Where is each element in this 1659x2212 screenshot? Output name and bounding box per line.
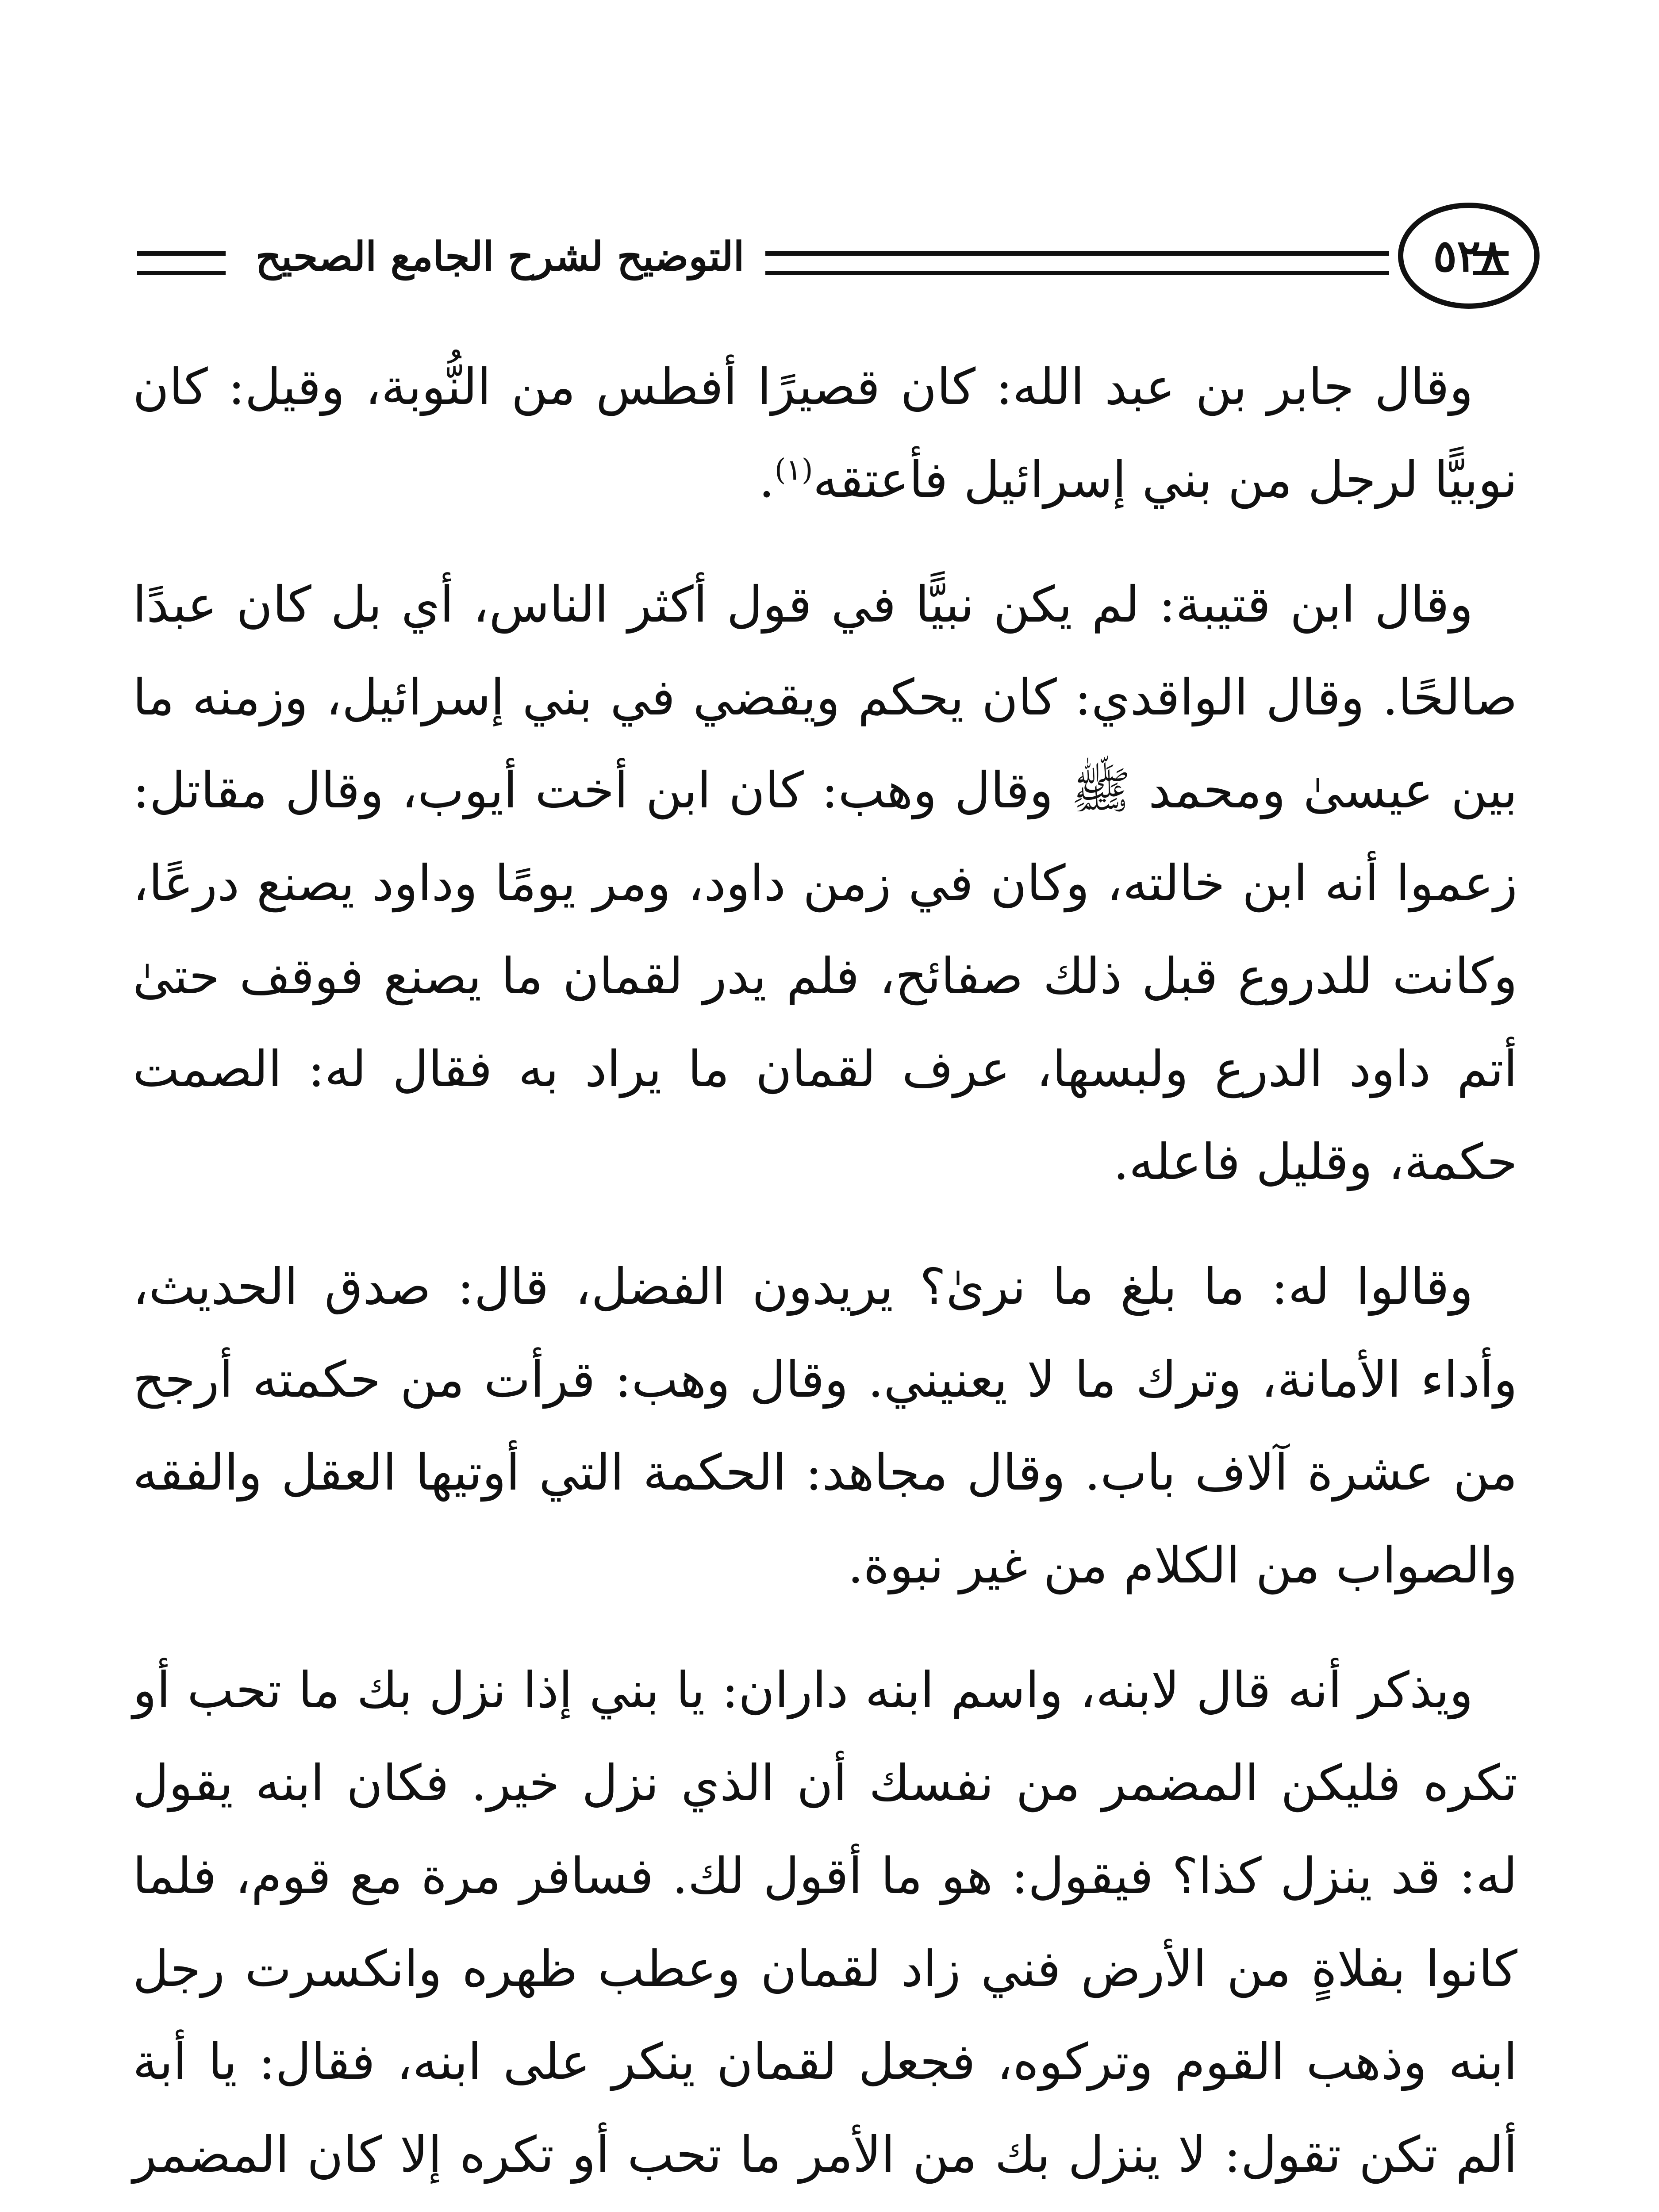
paragraph-tail: .	[759, 451, 775, 509]
header-rule-right	[1473, 251, 1509, 275]
header-rule-middle	[765, 251, 1389, 275]
paragraph-2: وقال ابن قتيبة: لم يكن نبيًّا في قول أكثر الناس، أي بل كان عبدًا صالحًا. وقال الواقدي: كان يحكم ويقضي في بني إسرائيل، وزمنه ما بين عيسىٰ ومحمد ﷺ وقال وهب: كان ابن أخت أيوب، وقال مقاتل: زعموا أنه ابن خالته، وكان في زمن داود، ومر يومًا وداود يصنع درعًا، وكانت للدروع قبل ذلك صفائح، فلم يدر لقمان ما يصنع فوقف حتىٰ أتم داود الدرع ولبسها، عرف لقمان ما يراد به فقال له: الصمت حكمة، وقليل فاعله.	[133, 576, 1518, 1191]
paragraph-text: وقال جابر بن عبد الله: كان قصيرًا أفطس من النُّوبة، وقيل: كان نوبيًّا لرجل من بني إسرائيل فأعتقه	[133, 358, 1517, 509]
paragraph-3: وقالوا له: ما بلغ ما نرىٰ؟ يريدون الفضل، قال: صدق الحديث، وأداء الأمانة، وترك ما لا يعنيني. وقال وهب: قرأت من حكمته أرجح من عشرة آلاف باب. وقال مجاهد: الحكمة التي أوتيها العقل والفقه والصواب من الكلام من غير نبوة.	[133, 1258, 1517, 1594]
page-number-badge	[1398, 203, 1540, 309]
running-header	[137, 199, 1509, 319]
paragraph-4: ويذكر أنه قال لابنه، واسم ابنه داران: يا بني إذا نزل بك ما تحب أو تكره فليكن المضمر من نفسك أن الذي نزل خير. فكان ابنه يقول له: قد ينزل كذا؟ فيقول: هو ما أقول لك. فسافر مرة مع قوم، فلما كانوا بفلاةٍ من الأرض فني زاد لقمان وعطب ظهره وانكسرت رجل ابنه وذهب القوم وتركوه، فجعل لقمان ينكر على ابنه، فقال: يا أبة ألم تكن تقول: لا ينزل بك من الأمر ما تحب أو تكره إلا كان المضمر	[133, 1662, 1517, 2184]
header-rule-left	[137, 251, 226, 275]
main-text	[133, 341, 1517, 2212]
running-title: التوضيح لشرح الجامع الصحيح	[255, 233, 745, 280]
page-number: ٥٢٨	[1433, 230, 1505, 282]
footnote-reference: (١)	[774, 453, 813, 487]
paragraph-1	[133, 341, 1517, 526]
